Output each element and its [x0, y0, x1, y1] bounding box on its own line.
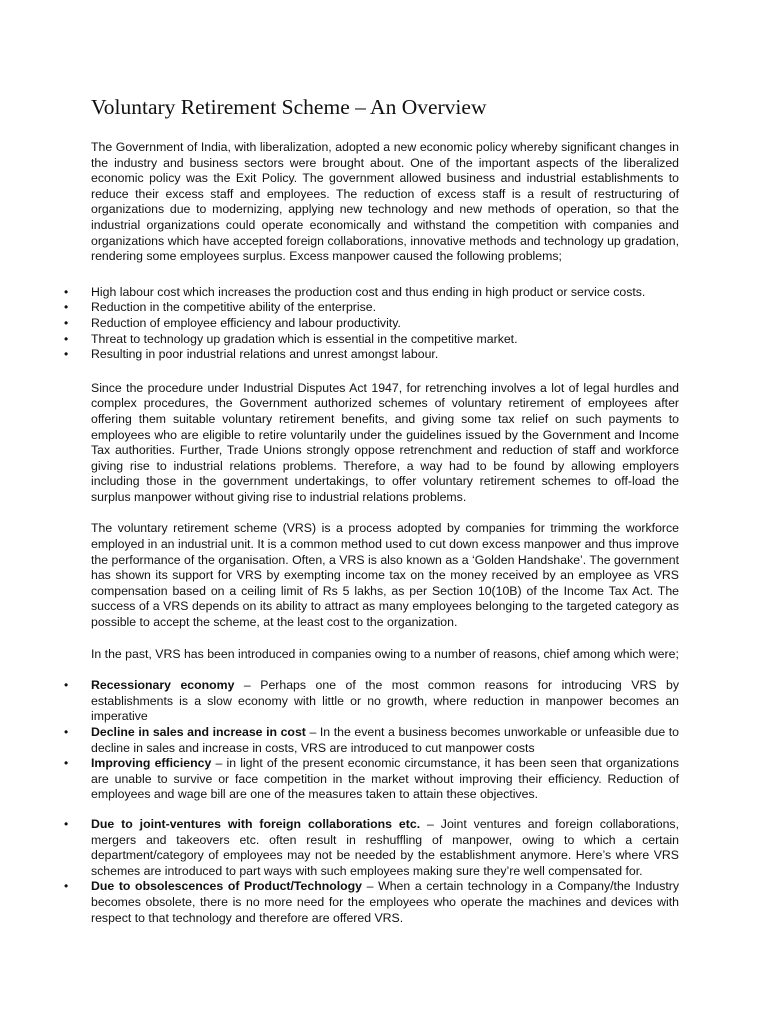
bullet: •: [64, 678, 69, 693]
reason-text: – When a certain technology in a Company/the Industry becomes obsolete, there is no more need for the employees who operate the machines and devices with respect to that technology and therefore are offered VRS.: [91, 879, 680, 925]
bullet: •: [64, 725, 69, 739]
list-item: [64, 756, 679, 803]
list-item: • Resulting in poor industrial relations and unrest amongst labour.: [64, 347, 439, 362]
list-item: • High labour cost which increases the production cost and thus ending in high product or service costs.: [64, 284, 646, 299]
bullet: •: [64, 347, 69, 362]
reason-term: Improving efficiency: [91, 756, 212, 771]
reason-text: – Joint ventures and foreign collaborations, mergers and takeovers etc. often result in reshuffling of manpower, owing to which a certain department/category of employees may not be needed by the establishment anymore. Here’s where VRS schemes are introduced to part ways with such employees making sure they’re well compensated for.: [91, 816, 679, 878]
bullet: •: [64, 284, 69, 299]
bullet: •: [64, 300, 69, 315]
list-item: [64, 678, 679, 725]
reason-text: – Perhaps one of the most common reasons for introducing VRS by establishments is a slow economy with little or no growth, where reduction in manpower becomes an imperative: [91, 678, 679, 724]
bullet: •: [64, 816, 69, 831]
vrs-definition-paragraph: The voluntary retirement scheme (VRS) is a process adopted by companies for trimming the workforce employed in an industrial unit. It is a common method used to cut down excess manpower and thus improve the performance of the organisation. Often, a VRS is also known as a ‘Golden Handshake’. The government has shown its support for VRS by exempting income tax on the money received by an employee as VRS compensation based on a ceiling limit of Rs 5 lakhs, as per Section 10(10B) of the Income Tax Act. The success of a VRS depends on its ability to attract as many employees belonging to the targeted category as possible to accept the scheme, at the least cost to the organization.: [91, 521, 679, 630]
list-item: • Reduction in the competitive ability of the enterprise.: [64, 300, 377, 315]
bullet: •: [64, 879, 69, 894]
bullet: •: [64, 756, 69, 771]
list-item: • Reduction of employee efficiency and labour productivity.: [64, 315, 401, 330]
reasons-list-continued: [64, 816, 680, 926]
page-title: Voluntary Retirement Scheme – An Overview: [91, 95, 487, 119]
problems-list: [64, 284, 679, 363]
reason-term: Recessionary economy: [91, 678, 235, 693]
bullet: •: [64, 331, 69, 346]
reasons-intro-paragraph: In the past, VRS has been introduced in companies owing to a number of reasons, chief among which were;: [91, 646, 679, 661]
reason-term: Due to obsolescences of Product/Technology: [91, 879, 363, 894]
reason-term: Decline in sales and increase in cost: [91, 725, 306, 739]
reasons-list: [64, 678, 679, 803]
list-item: [64, 816, 679, 879]
reason-text: – In the event a business becomes unworkable or unfeasible due to decline in sales and increase in costs, VRS are introduced to cut manpower costs: [91, 725, 679, 755]
intro-paragraph: The Government of India, with liberalization, adopted a new economic policy whereby significant changes in the industry and business sectors were brought about. One of the important aspects of the liberalized economic policy was the Exit Policy. The government allowed business and industrial establishments to reduce their excess staff and employees. The reduction of excess staff is a result of restructuring of organizations due to modernizing, applying new technology and new methods of operation, so that the industrial organizations could operate economically and withstand the competition with companies and organizations which have accepted foreign collaborations, innovative methods and technology up gradation, rendering some employees surplus. Excess manpower caused the following problems;: [91, 140, 679, 264]
reason-term: Due to joint-ventures with foreign collaborations etc.: [91, 816, 421, 831]
bullet: •: [64, 315, 69, 330]
procedure-paragraph: Since the procedure under Industrial Disputes Act 1947, for retrenching involves a lot of legal hurdles and complex procedures, the Government authorized schemes of voluntary retirement of employees after offering them suitable voluntary retirement benefits, and giving some tax relief on such payments to employees who are eligible to retire voluntarily under the guidelines issued by the Government and Income Tax authorities. Further, Trade Unions strongly oppose retrenchment and reduction of staff and workforce giving rise to industrial relations problems. Therefore, a way had to be found by allowing employers including those in the government undertakings, to offer voluntary retirement schemes to off-load the surplus manpower without giving rise to industrial relations problems.: [91, 380, 679, 504]
document-body: [64, 94, 680, 926]
list-item: [64, 879, 680, 926]
reason-text: – in light of the present economic circumstance, it has been seen that organizations are unable to survive or face competition in the market without improving their efficiency. Reduction of employees and wage bill are one of the measures taken to attain these objectives.: [91, 756, 679, 802]
list-item: [64, 725, 679, 756]
list-item: • Threat to technology up gradation which is essential in the competitive market.: [64, 331, 518, 346]
